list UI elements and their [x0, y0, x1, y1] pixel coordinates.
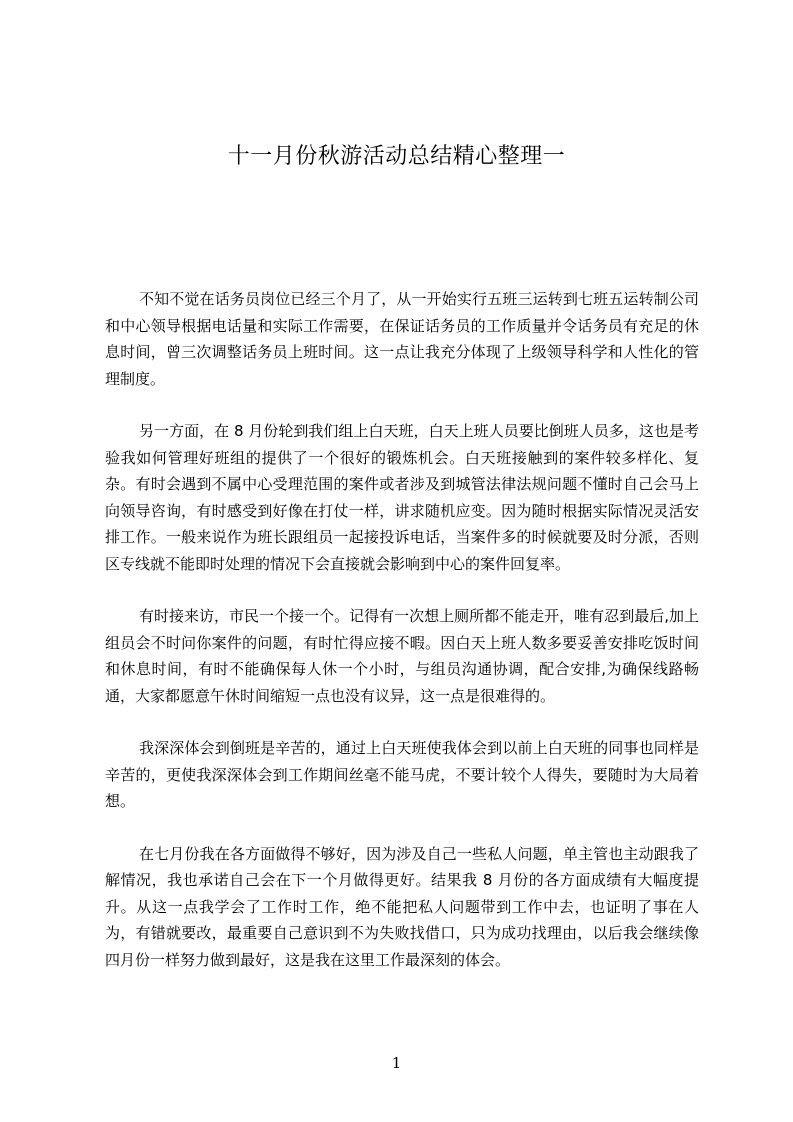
- paragraph-3: 有时接来访，市民一个接一个。记得有一次想上厕所都不能走开，唯有忍到最后,加上组员会不时问你案件的问题，有时忙得应接不暇。因白天上班人数多要妥善安排吃饭时间和休息时间，有时不能确保每人休一个小时，与组员沟通协调，配合安排,为确保线路畅通，大家都愿意午休时间缩短一点也没有议异，这一点是很难得的。: [105, 607, 699, 705]
- paragraph-2: 另一方面，在 8 月份轮到我们组上白天班，白天上班人员要比倒班人员多，这也是考验我如何管理好班组的提供了一个很好的锻炼机会。白天班接触到的案件较多样化、复杂。有时会遇到不属中心受理范围的案件或者涉及到城管法律法规问题不懂时自己会马上向领导咨询，有时感受到好像在打仗一样，讲求随机应变。因为随时根据实际情况灵活安排工作。一般来说作为班长跟组员一起接投诉电话，当案件多的时候就要及时分派，否则区专线就不能即时处理的情况下会直接就会影响到中心的案件回复率。: [105, 422, 699, 573]
- document-title: 十一月份秋游活动总结精心整理一: [227, 144, 566, 169]
- paragraph-1: 不知不觉在话务员岗位已经三个月了，从一开始实行五班三运转到七班五运转制公司和中心领导根据电话量和实际工作需要，在保证话务员的工作质量并令话务员有充足的休息时间，曾三次调整话务员上班时间。这一点让我充分体现了上级领导科学和人性化的管理制度。: [105, 290, 699, 388]
- page-number: 1: [391, 1054, 402, 1072]
- paragraph-5: 在七月份我在各方面做得不够好，因为涉及自己一些私人问题，单主管也主动跟我了解情况，我也承诺自己会在下一个月做得更好。结果我 8 月份的各方面成绩有大幅度提升。从这一点我学会了工作时工作，绝不能把私人问题带到工作中去，也证明了事在人为，有错就要改，最重要自己意识到不为失败找借口，只为成功找理由，以后我会继续像四月份一样努力做到最好，这是我在这里工作最深刻的体会。: [105, 844, 699, 969]
- document-body: [105, 286, 699, 999]
- paragraph-4: 我深深体会到倒班是辛苦的，通过上白天班使我体会到以前上白天班的同事也同样是辛苦的，更使我深深体会到工作期间丝毫不能马虎，不要计较个人得失，要随时为大局着想。: [105, 739, 699, 810]
